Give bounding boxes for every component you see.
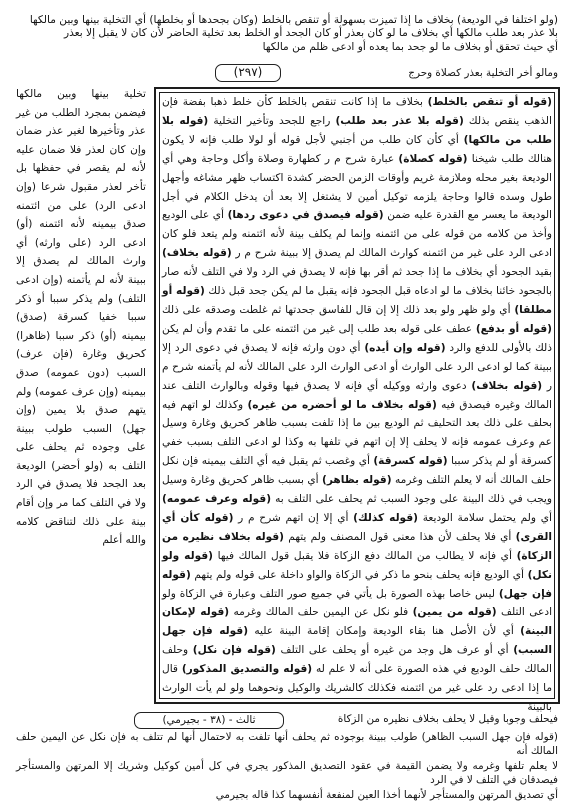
footnote-text bbox=[16, 730, 558, 801]
commentary-span: ليس خاصا بهذه الصورة بل يأتي في جميع صور التلف وعبارة في الزكاة ولو ادعى التلف bbox=[162, 587, 553, 619]
commentary-span: دعوى وارثه ووكيله أي فإنه لا يصدق فيها وقوله وبالوارث التلف عند المالك وغيره فيصدق فيه bbox=[162, 379, 553, 411]
commentary-span: عطف على قوله بعد طلب إلى غير من ائتمنه على ما تقدم وأن لم يكن ذلك بالأولى للدفع والرد bbox=[162, 322, 552, 354]
commentary-span: أي فإنه لا يطالب من المالك دفع الزكاة فلا يقبل قول المالك فيها bbox=[213, 549, 517, 562]
commentary-span: أي إلا إن اتهم شرح م ر bbox=[233, 511, 354, 524]
commentary-span: أي على الوديع وأخذ من كلامه من قوله على من ائتمنه وإنما لم يكلف بينة لأنه ائتمنه ولم يتعد فلو كان ادعى الرد على غير من ائتمنه كوارث المالك لم يصدق إلا ببينة شرح م ر bbox=[162, 209, 552, 260]
lemma-marker: (قوله بلا عذر بعد طلب) bbox=[335, 114, 464, 127]
lemma-marker: (قوله ولو نكل) bbox=[162, 549, 552, 581]
lemma-marker: (قوله كصلاة) bbox=[398, 152, 468, 165]
lemma-marker: (قوله بخلاف ما لو أحضره من غيره) bbox=[247, 398, 437, 411]
header-commentary bbox=[16, 14, 558, 68]
commentary-span: أي كأن كان طلب من أجنبي لأجل قوله أو لولا طلب فإنه لا يكون هنالك طلب شيخنا bbox=[162, 133, 553, 165]
lemma-marker: (قوله فيصدق في دعوى ردها) bbox=[227, 209, 384, 222]
footer-label: (٣٨ - بجيرمي) - ثالث bbox=[134, 712, 284, 729]
footnote-line: أي تصديق المرتهن والمستأجر لأنهما أخذا العين لمنفعة أنفسهما كذا قاله بجيرمي bbox=[215, 788, 558, 801]
lemma-marker: (قوله لإمكان البينة) bbox=[162, 606, 552, 638]
commentary-box bbox=[154, 87, 560, 713]
commentary-span: قال ما إذا ادعى رد على غير من ائتمنه فكذلك كالشريك والوكيل ونحوهما ولو لم يأت الوارث بالبينة bbox=[162, 663, 552, 713]
side-column: تخلية بينها وبين مالكها فيضمن بمجرد الطلب من غير عذر وتأخيرها لغير عذر ضمان وإن كان لعذر فلا ضمان عليه لأنه لم يقصر في حفظها بل تأخر لعذر مقبول شرعا (وإن ادعى الرد) على من ائتمنه صدق بيمينه لأنه ائتمنه (أو) ادعى الرد (على وارثه) أي وارث المالك لم يصدق إلا ببينة لأنه لم يأتمنه (وإن ادعى التلف) ولم يذكر سببا أو ذكر سببا خفيا كسرقة (صدق) بيمينه (أو) ذكر سببا (ظاهرا) كحريق وغارة (فإن عرف) السبب (دون عمومه) صدق بيمينه (وإن عرف عمومه) ولم يتهم صدق بلا يمين (وإن جهل) السبب طولب ببينة على وجوده ثم يحلف على التلف به (ولو أحضر) الوديعة بعد الجحد فلا يصدق في الرد ولا في التلف كما مر وإن أقام بينة على ذلك لتناقض كلامه والله أعلم bbox=[16, 88, 146, 547]
lemma-marker: (قوله فإن جهل السبب) bbox=[162, 625, 552, 657]
lemma-marker: (قوله بلا طلب من مالكها) bbox=[162, 114, 552, 146]
lemma-marker: (قوله والتصديق المذكور) bbox=[181, 663, 313, 676]
commentary-text bbox=[162, 93, 553, 713]
header-right-line: ومالو أخر التخلية بعذر كصلاة وحرج bbox=[408, 67, 558, 79]
lemma-marker: (قوله أو تنقص بالخلط) bbox=[427, 96, 553, 108]
commentary-span: عبارة شرح م ر كطهارة وصلاة وأكل وحاجة وهي أي الوديعة بغير محله وملازمة غريم وأوقات الزمن الحضر كشدة اكتساب ظهر مشاغه وأجهل طول وسده قالوا وحاجة يلزمه توكيل أمين لا يشتغل إلا بعد أن يدخل الكلام في أجل الوديعة ما يعسر مع القدرة عليه ضمن bbox=[162, 152, 552, 222]
header-line: بلا عذر بعد طلب مالكها أي بخلاف ما لو كان بعذر أو كان الجحد أو الخلط بعد تخلية الحاضر لأن كان لا يقبل إلا بعذر bbox=[63, 27, 558, 40]
lemma-marker: (قوله بخلاف) bbox=[471, 379, 543, 392]
lemma-marker: (قوله وإن أيده) bbox=[364, 341, 446, 354]
lemma-marker: (قوله أو مطلقا) bbox=[162, 285, 552, 316]
footnote-line: لا يعلم تلفها وغرمه ولا يضمن القيمة في عقود التصديق المذكور يجري في كل أمين كوكيل وشريك إلا المرتهن والمستأجر فيصدقان في التلف لا في الرد bbox=[16, 759, 558, 787]
commentary-span: راجع للجحد وتأخير التخلية bbox=[208, 114, 336, 127]
footer-right-line: فيحلف وجوبا وقيل لا يحلف بخلاف نظيره من الزكاة bbox=[337, 713, 558, 725]
commentary-span: وكذلك لو اتهم فيه بحلف على ذلك بعد التحليف ثم الوديع بين ما إذا تلفت بسبب ظاهر كحريق وغارة وسيل عم وعرف عمومه فإنه لا يحلف إلا إن اتهم في تلفها به وكذا لو ادعى التلف بسبب خفي كسرقة أو لم يذكر سببا bbox=[162, 398, 552, 468]
commentary-span: أي أو عرف هل وجد من غيره أو يحلف على التلف bbox=[275, 644, 514, 657]
commentary-span: وحلف المالك حلف الوديع في هذه الصورة على أنه لا علم له bbox=[162, 644, 552, 676]
commentary-span: أي وغصب ثم يقبل فيه أي التلف بيمينه فإن نكل حلف المالك أنه لا يعلم التلف وغرمه bbox=[162, 455, 552, 487]
commentary-span: أي دون وارثه فإنه لا يصدق في دعوى الرد إلا ببينة كما لو ادعى الرد على الوارث أو ادعى الوارث الرد على المالك لأنه لم يأتمنه شرح م ر bbox=[162, 341, 552, 392]
lemma-marker: (قوله كأن أي القرى) bbox=[162, 511, 552, 543]
page-number: (٢٩٧) bbox=[215, 64, 281, 82]
lemma-marker: (قوله بخلاف) bbox=[162, 247, 232, 260]
footnote-line: (قوله فإن جهل السبب الظاهر) طولب ببينة بوجوده ثم يحلف أنها تلفت به لاحتمال أنها لم تتلف به فإن نكل عن اليمين حلف المالك أنه bbox=[16, 731, 558, 758]
lemma-marker: (قوله فإن جهل) bbox=[162, 568, 552, 600]
lemma-marker: (قوله بظاهر) bbox=[321, 474, 392, 487]
commentary-span: فلو نكل عن اليمين حلف المالك وغرمه bbox=[229, 606, 413, 619]
commentary-span: بخلاف ما إذا كانت تنقص بالخلط كأن خلط ذهبا بفضة فإن الذهب ينقص بذلك bbox=[162, 96, 552, 127]
lemma-marker: (قوله أو بدفع) bbox=[475, 322, 552, 335]
commentary-span: أي لأن الأصل هنا بقاء الوديعة وإمكان إقامة البينة عليه bbox=[248, 625, 521, 638]
lemma-marker: (قوله وعرف عمومه) bbox=[162, 493, 272, 506]
lemma-marker: (قوله بخلاف نظيره من الزكاة) bbox=[162, 530, 552, 562]
lemma-marker: (قوله كسرقة) bbox=[373, 455, 448, 468]
commentary-span: أي بسبب ظاهر كحريق وغارة وسيل ويجب في ذلك البينة على وجود السبب ثم يحلف على التلف به bbox=[162, 474, 552, 506]
commentary-paragraph bbox=[162, 93, 552, 717]
lemma-marker: (قوله من يمين) bbox=[412, 606, 497, 619]
lemma-marker: (قوله كذلك) bbox=[353, 511, 418, 524]
header-line: أي حيث تحقق أو بخلاف ما لو جحد بما يعده أو ادعى ظلم من مالكها bbox=[262, 40, 558, 53]
commentary-span: أي ولم يحتمل سلامة الوديعة bbox=[417, 511, 552, 524]
commentary-span: أي الوديع فإنه يحلف بنحو ما ذكر في الزكاة والواو داخلة على قوله ولم يتهم bbox=[190, 568, 528, 581]
commentary-span: بقيد الجحود أي بخلاف ما إذا جحد ثم أقر بها فإنه لا يصدق في الرد ولا في التلف لأنه صار بالجحود خائنا بخلاف ما لو ادعاه قبل الجحود فإنه يقبل ما لم يكن جحد قبل ذلك bbox=[162, 266, 553, 298]
commentary-span: أي ولو ظهر ولو بعد ذلك إلا إن قال للفاسق جحدتها ثم غلطت وصدقه على ذلك bbox=[162, 303, 515, 316]
commentary-span: أي فلا يحلف لأن هذا معنى قول المصنف ولم يتهم bbox=[284, 530, 516, 543]
lemma-marker: (قوله فإن نكل) bbox=[192, 644, 276, 657]
header-line: (ولو اختلفا في الوديعة) بخلاف ما إذا تميزت بسهولة أو تنقص بالخلط (وكان بجحدها أو بخلطها) أي التخلية بينها وبين مالكها bbox=[29, 14, 558, 26]
